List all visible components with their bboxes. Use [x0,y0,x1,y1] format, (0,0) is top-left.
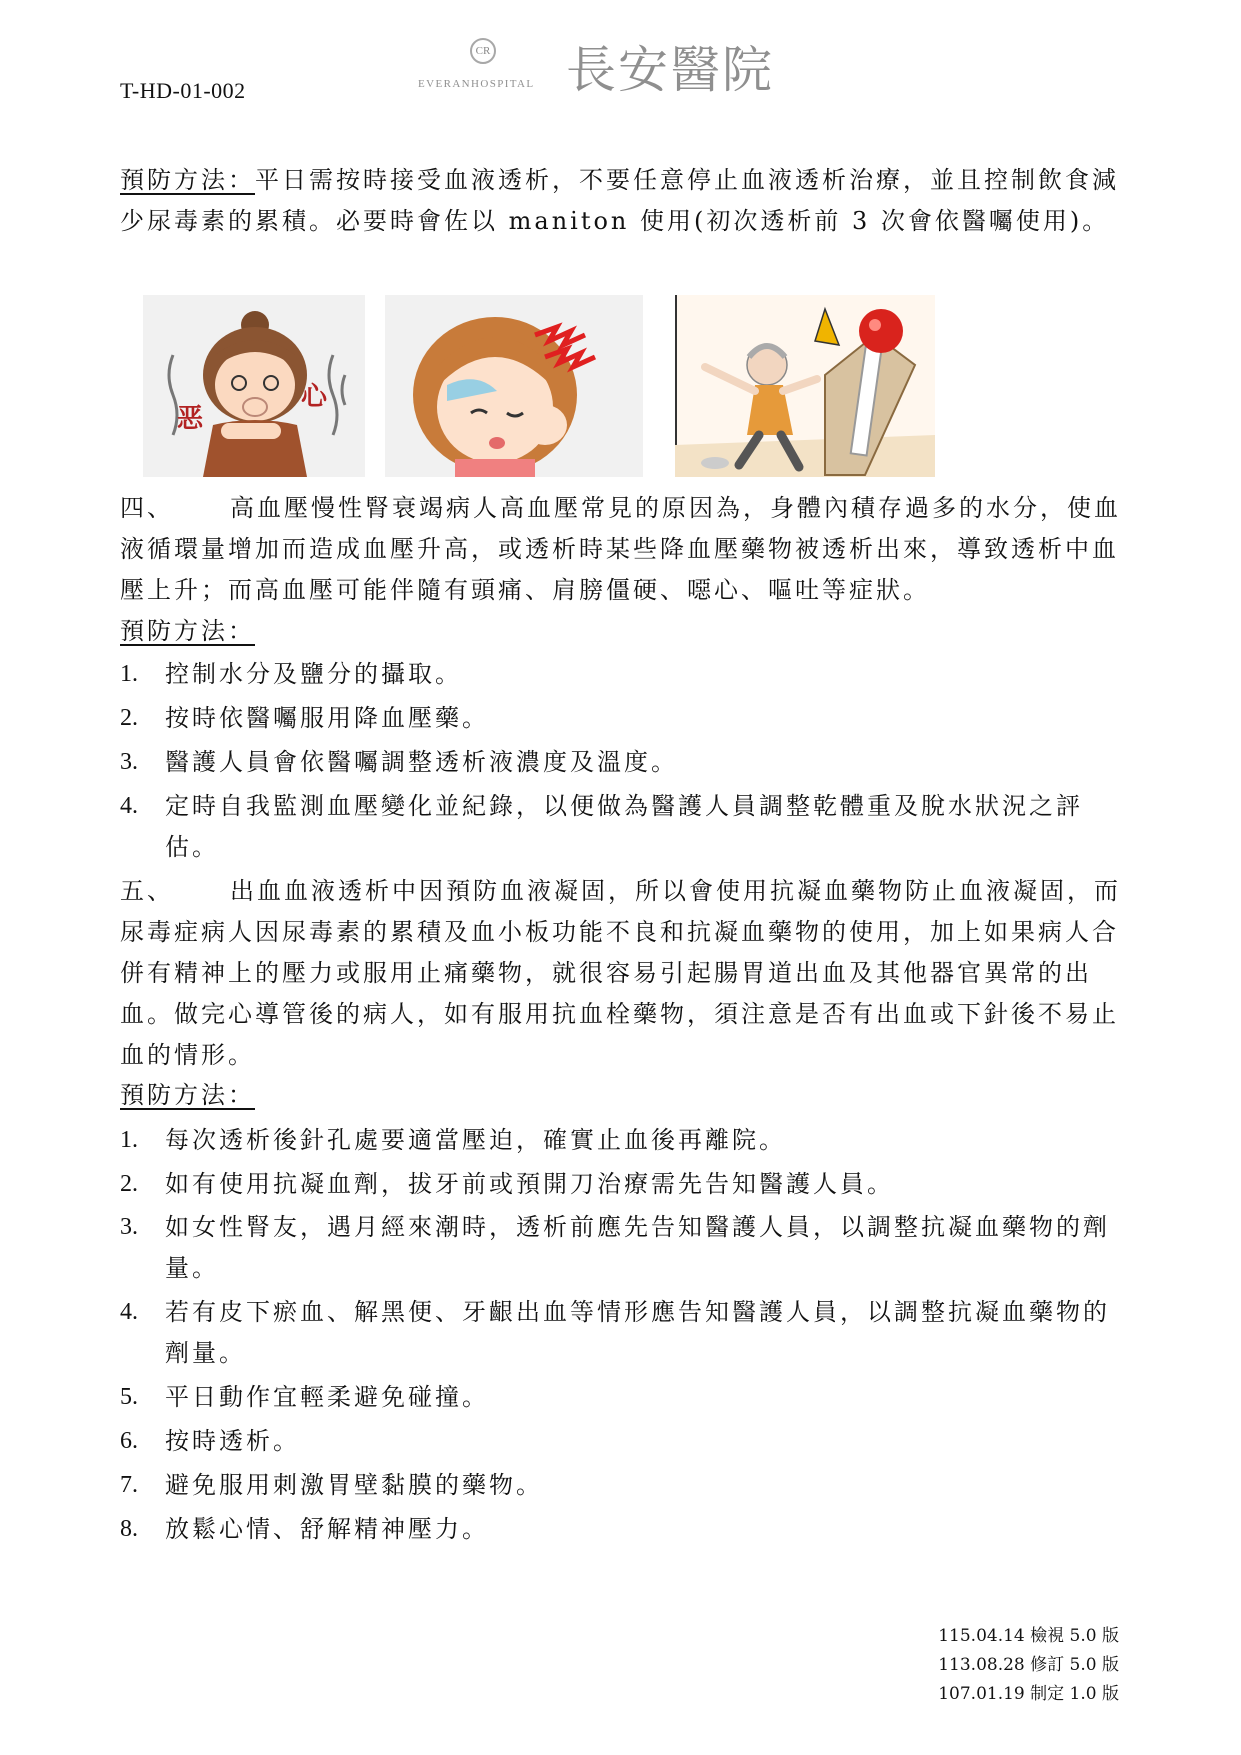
prevention-label: 預防方法： [120,166,255,194]
hospital-logo [418,38,818,100]
nausea-illustration [143,295,365,477]
revision-line: 115.04.14 檢視 5.0 版 [938,1626,1119,1646]
list-item: 3. 醫護人員會依醫囑調整透析液濃度及溫度。 [120,748,678,776]
section5-text: 出血血液透析中因預防血液凝固，所以會使用抗凝血藥物防止血液凝固，而尿毒症病人因尿毒素的累積及血小板功能不良和抗凝血藥物的使用，加上如果病人合併有精神上的壓力或服用止痛藥物，就很容易引起腸胃道出血及其他器官異常的出血。做完心導管後的病人，如有服用抗血栓藥物，須注意是否有出血或下針後不易止血的情形。 [120,877,1121,1069]
list-item: 2. 如有使用抗凝血劑，拔牙前或預開刀治療需先告知醫護人員。 [120,1170,894,1198]
headache-illustration [385,295,643,477]
section5-prevention-label: 預防方法： [120,1081,255,1109]
list-item: 5. 平日動作宜輕柔避免碰撞。 [120,1383,489,1411]
list-item: 4. 定時自我監測血壓變化並紀錄，以便做為醫護人員調整乾體重及脫水狀況之評估。 [120,792,1083,861]
intro-paragraph [120,160,1130,242]
nausea-label-2: 心 [301,382,328,412]
list-item: 1. 每次透析後針孔處要適當壓迫，確實止血後再離院。 [120,1126,786,1154]
revision-history [938,1622,1119,1709]
list-item: 3. 如女性腎友，遇月經來潮時，透析前應先告知醫護人員，以調整抗凝血藥物的劑量。 [120,1213,1110,1282]
section5-paragraph [120,871,1130,1076]
list-item: 2. 按時依醫囑服用降血壓藥。 [120,704,489,732]
section4-text: 高血壓慢性腎衰竭病人高血壓常見的原因為，身體內積存過多的水分，使血液循環量增加而造成血壓升高，或透析時某些降血壓藥物被透析出來，導致透析中血壓上升；而高血壓可能伴隨有頭痛、肩膀僵硬、噁心、嘔吐等症狀。 [120,494,1121,604]
section4-paragraph [120,488,1130,611]
logo-seal-icon: CR [470,38,496,64]
list-item: 7. 避免服用刺激胃壁黏膜的藥物。 [120,1471,543,1499]
high-blood-pressure-illustration [675,295,935,477]
list-item: 1. 控制水分及鹽分的攝取。 [120,660,462,688]
revision-line: 107.01.19 制定 1.0 版 [938,1684,1119,1704]
list-item: 4. 若有皮下瘀血、解黑便、牙齦出血等情形應告知醫護人員，以調整抗凝血藥物的劑量。 [120,1298,1110,1367]
document-code: T-HD-01-002 [120,78,246,103]
list-item: 8. 放鬆心情、舒解精神壓力。 [120,1515,489,1543]
intro-text: 平日需按時接受血液透析，不要任意停止血液透析治療，並且控制飲食減少尿毒素的累積。必要時會佐以 maniton 使用(初次透析前 3 次會依醫囑使用)。 [120,166,1119,235]
list-item: 6. 按時透析。 [120,1427,300,1455]
section5-number: 五、 [120,877,174,905]
section4-prevention-label: 預防方法： [120,617,255,645]
revision-line: 113.08.28 修訂 5.0 版 [938,1655,1119,1675]
logo-latin-text: EVERANHOSPITAL [418,78,535,90]
illustration-row [143,295,943,477]
section4-number: 四、 [120,494,174,522]
nausea-label-1: 恶 [177,404,204,434]
logo-chinese-text: 長安醫院 [566,41,774,99]
